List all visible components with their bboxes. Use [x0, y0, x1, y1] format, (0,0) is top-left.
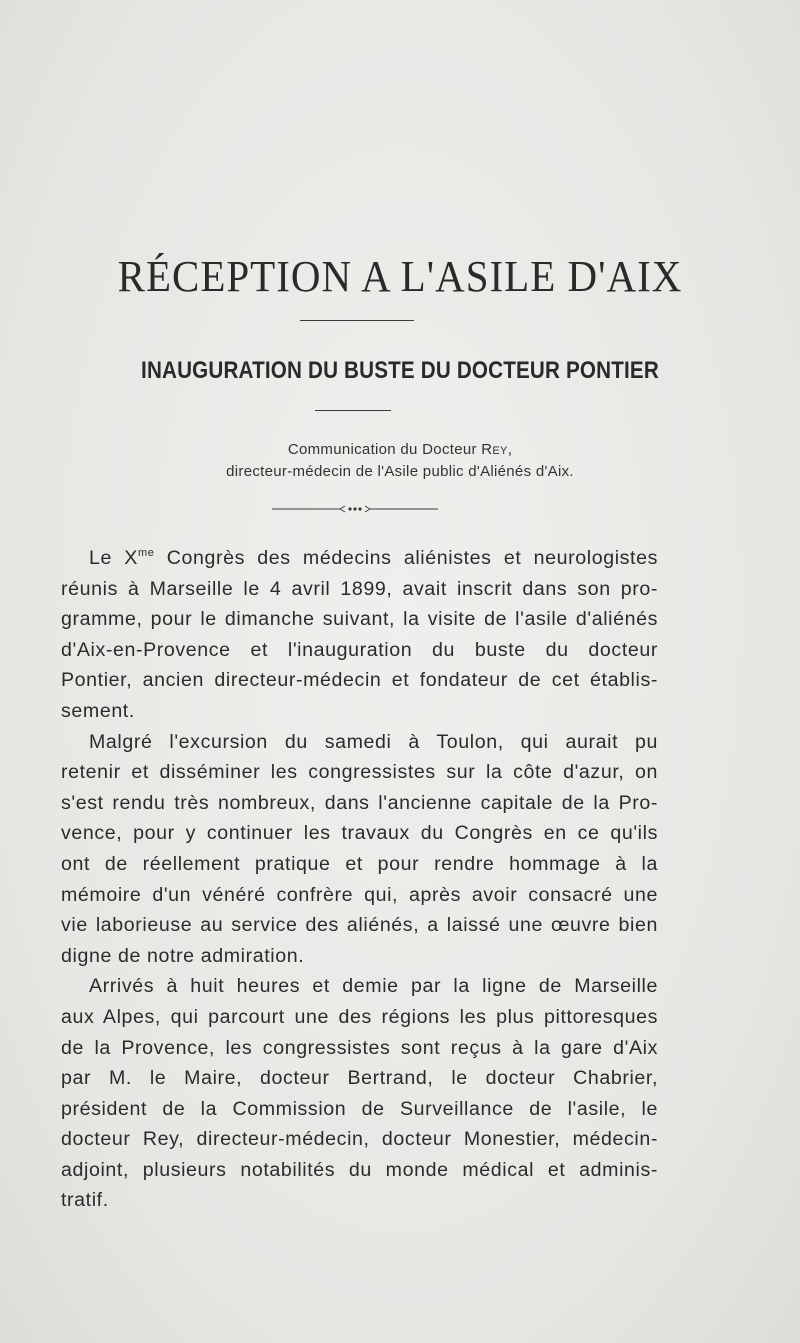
text-line: président de la Commission de Surveillance de l'asile, le: [61, 1097, 658, 1120]
text-line: d'Aix-en-Provence et l'inauguration du buste du docteur: [61, 638, 658, 661]
text-line: tratif.: [61, 1189, 109, 1212]
text-line: retenir et disséminer les congressistes sur la côte d'azur, on: [61, 761, 658, 784]
page-title: RÉCEPTION A L'ASILE D'AIX: [117, 251, 683, 301]
superscript: me: [137, 547, 155, 559]
text-line: adjoint, plusieurs notabilités du monde médical et adminis-: [61, 1158, 658, 1181]
text-line: sement.: [61, 699, 135, 722]
text-line: par M. le Maire, docteur Bertrand, le docteur Chabrier,: [61, 1067, 658, 1090]
title-divider: [300, 320, 414, 321]
text-line: mémoire d'un vénéré confrère qui, après avoir consacré une: [61, 883, 658, 906]
paragraph: [61, 543, 658, 727]
page-subtitle: INAUGURATION DU BUSTE DU DOCTEUR PONTIER: [141, 357, 659, 384]
text-line: de la Provence, les congressistes sont reçus à la gare d'Aix: [61, 1036, 658, 1059]
text-line: vie laborieuse au service des aliénés, a laissé une œuvre bien: [61, 914, 658, 937]
text-line: Arrivés à huit heures et demie par la ligne de Marseille: [89, 975, 658, 998]
text-line: aux Alpes, qui parcourt une des régions les plus pittoresques: [61, 1005, 658, 1028]
paragraph: [61, 971, 658, 1216]
line-text-post: Congrès des médecins aliénistes et neurologistes: [154, 547, 658, 569]
text-line: docteur Rey, directeur-médecin, docteur Monestier, médecin-: [61, 1128, 658, 1151]
text-line: gramme, pour le dimanche suivant, la visite de l'asile d'aliénés: [61, 608, 658, 631]
text-line: vence, pour y continuer les travaux du Congrès en ce qu'ils: [61, 822, 658, 845]
text-line: réunis à Marseille le 4 avril 1899, avait inscrit dans son pro-: [61, 577, 658, 600]
text-line: s'est rendu très nombreux, dans l'ancienne capitale de la Pro-: [61, 791, 658, 814]
communication-prefix: Communication du Docteur: [287, 441, 482, 458]
subtitle-divider: [315, 410, 391, 411]
communication-suffix: ,: [507, 441, 513, 458]
text-line: Pontier, ancien directeur-médecin et fondateur de cet établis-: [61, 669, 658, 692]
body-text: [61, 543, 658, 1216]
ornament-divider: [272, 500, 438, 518]
communication-line-2: directeur-médecin de l'Asile public d'Aliénés d'Aix.: [226, 463, 574, 480]
text-line: digne de notre admiration.: [61, 944, 305, 967]
communication-line-1: [0, 441, 800, 458]
line-text-pre: Le X: [89, 547, 138, 569]
paragraph: [61, 727, 658, 972]
text-line: Malgré l'excursion du samedi à Toulon, qui aurait pu: [89, 730, 658, 753]
text-line: ont de réellement pratique et pour rendre hommage à la: [61, 852, 658, 875]
text-line: [61, 543, 658, 574]
communication-author: Rey: [481, 441, 508, 458]
